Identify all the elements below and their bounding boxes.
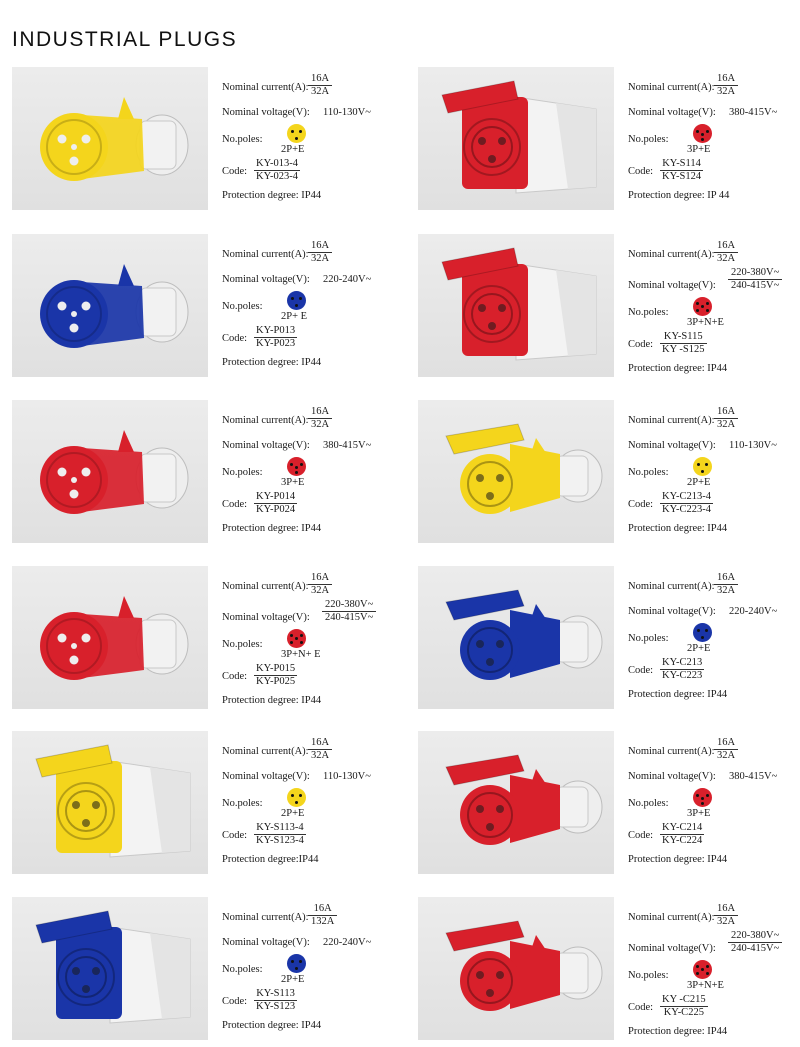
voltage-value: 220-240V~ bbox=[323, 937, 372, 948]
code-16a: KY-P015 bbox=[256, 663, 296, 674]
poles-diagram-icon bbox=[287, 954, 306, 973]
poles-label: No.poles: bbox=[628, 798, 669, 809]
current-32a: 32A bbox=[717, 916, 736, 927]
current-label: Nominal current(A): bbox=[222, 746, 309, 757]
spec-block bbox=[628, 67, 800, 217]
current-32a: 32A bbox=[717, 86, 736, 97]
code-values bbox=[254, 325, 297, 350]
product-photo-plug bbox=[12, 400, 208, 543]
product-photo-connector bbox=[418, 400, 614, 543]
protection-degree: Protection degree: IP44 bbox=[222, 357, 322, 368]
current-32a: 32A bbox=[717, 585, 736, 596]
poles-value: 2P+E bbox=[281, 144, 305, 155]
current-label: Nominal current(A): bbox=[628, 249, 715, 260]
product-card bbox=[418, 731, 800, 881]
product-photo-plug bbox=[12, 234, 208, 377]
code-16a: KY-S113-4 bbox=[254, 822, 306, 835]
product-card bbox=[12, 897, 402, 1047]
voltage-label: Nominal voltage(V): bbox=[628, 440, 716, 451]
code-16a: KY-C213-4 bbox=[662, 491, 711, 502]
code-label: Code: bbox=[628, 665, 654, 676]
poles-diagram-icon bbox=[287, 124, 306, 143]
spec-block bbox=[222, 897, 402, 1047]
protection-degree: Protection degree:IP44 bbox=[222, 854, 319, 865]
product-photo-wall bbox=[418, 234, 614, 377]
product-card bbox=[12, 67, 402, 217]
code-values bbox=[660, 994, 708, 1019]
voltage-label: Nominal voltage(V): bbox=[628, 943, 716, 954]
product-photo-connector bbox=[418, 566, 614, 709]
code-16a: KY-S115 bbox=[660, 331, 707, 344]
poles-value: 3P+N+E bbox=[687, 980, 724, 991]
poles-value: 3P+N+E bbox=[687, 317, 724, 328]
code-values bbox=[254, 158, 300, 183]
current-values bbox=[308, 406, 332, 431]
current-16a: 16A bbox=[714, 903, 738, 916]
current-values bbox=[308, 737, 332, 762]
code-label: Code: bbox=[628, 499, 654, 510]
product-photo-wall bbox=[418, 67, 614, 210]
protection-degree: Protection degree: IP44 bbox=[222, 1020, 322, 1031]
poles-label: No.poles: bbox=[222, 639, 263, 650]
voltage-label: Nominal voltage(V): bbox=[628, 606, 716, 617]
current-32a: 32A bbox=[717, 419, 736, 430]
voltage-2: 240-415V~ bbox=[731, 943, 780, 954]
code-32a: KY-P025 bbox=[256, 676, 296, 687]
current-values bbox=[714, 406, 738, 431]
poles-label: No.poles: bbox=[222, 301, 263, 312]
voltage-label: Nominal voltage(V): bbox=[222, 107, 310, 118]
current-label: Nominal current(A): bbox=[628, 746, 715, 757]
current-values bbox=[714, 903, 738, 928]
code-32a: KY-S123 bbox=[256, 1001, 296, 1012]
current-values bbox=[308, 73, 332, 98]
product-photo-wall bbox=[12, 897, 208, 1040]
plug-illustration bbox=[12, 400, 208, 543]
poles-value: 2P+E bbox=[281, 808, 305, 819]
voltage-label: Nominal voltage(V): bbox=[628, 107, 716, 118]
voltage-label: Nominal voltage(V): bbox=[222, 440, 310, 451]
code-values bbox=[660, 657, 704, 682]
wall-illustration bbox=[418, 234, 614, 377]
product-card bbox=[418, 67, 800, 217]
current-label: Nominal current(A): bbox=[628, 415, 715, 426]
product-card bbox=[418, 234, 800, 384]
voltage-values bbox=[728, 930, 782, 955]
protection-degree: Protection degree: IP 44 bbox=[628, 190, 730, 201]
poles-value: 2P+E bbox=[281, 974, 305, 985]
poles-label: No.poles: bbox=[628, 307, 669, 318]
spec-block bbox=[222, 67, 402, 217]
protection-degree: Protection degree: IP44 bbox=[628, 523, 728, 534]
plug-illustration bbox=[12, 566, 208, 709]
current-16a: 16A bbox=[714, 240, 738, 253]
voltage-label: Nominal voltage(V): bbox=[222, 274, 310, 285]
current-values bbox=[714, 73, 738, 98]
voltage-value: 110-130V~ bbox=[323, 107, 371, 118]
poles-diagram-icon bbox=[693, 124, 712, 143]
poles-label: No.poles: bbox=[628, 633, 669, 644]
product-card bbox=[12, 566, 402, 716]
poles-label: No.poles: bbox=[222, 964, 263, 975]
poles-value: 3P+E bbox=[281, 477, 305, 488]
poles-label: No.poles: bbox=[222, 134, 263, 145]
current-16a: 16A bbox=[308, 73, 332, 86]
product-card bbox=[12, 731, 402, 881]
spec-block bbox=[628, 234, 800, 384]
code-values bbox=[254, 663, 297, 688]
current-values bbox=[308, 903, 337, 928]
protection-degree: Protection degree: IP44 bbox=[628, 689, 728, 700]
code-16a: KY-S113 bbox=[254, 988, 297, 1001]
current-32a: 32A bbox=[717, 253, 736, 264]
current-16a: 16A bbox=[714, 572, 738, 585]
code-values bbox=[660, 158, 703, 183]
current-16a: 16A bbox=[308, 406, 332, 419]
code-16a: KY-C214 bbox=[662, 822, 703, 833]
current-16a: 16A bbox=[714, 73, 738, 86]
code-label: Code: bbox=[628, 830, 654, 841]
voltage-1: 220-380V~ bbox=[728, 930, 782, 943]
code-32a: KY-P024 bbox=[256, 504, 296, 515]
protection-degree: Protection degree: IP44 bbox=[628, 363, 728, 374]
voltage-label: Nominal voltage(V): bbox=[222, 612, 310, 623]
product-card bbox=[12, 400, 402, 550]
current-16a: 16A bbox=[714, 737, 738, 750]
poles-value: 3P+E bbox=[687, 808, 711, 819]
product-card bbox=[12, 234, 402, 384]
product-card bbox=[418, 400, 800, 550]
current-32a: 32A bbox=[311, 86, 330, 97]
code-label: Code: bbox=[222, 671, 248, 682]
poles-diagram-icon bbox=[693, 623, 712, 642]
code-32a: KY -S125 bbox=[662, 344, 705, 355]
code-16a: KY -C215 bbox=[662, 994, 706, 1005]
voltage-value: 380-415V~ bbox=[729, 771, 778, 782]
code-16a: KY-013-4 bbox=[256, 158, 298, 169]
current-32a: 32A bbox=[311, 750, 330, 761]
voltage-value: 380-415V~ bbox=[323, 440, 372, 451]
voltage-value: 220-240V~ bbox=[729, 606, 778, 617]
current-values bbox=[714, 572, 738, 597]
product-photo-plug bbox=[12, 67, 208, 210]
current-32a: 32A bbox=[717, 750, 736, 761]
connector-illustration bbox=[418, 897, 614, 1040]
poles-value: 2P+ E bbox=[281, 311, 308, 322]
current-label: Nominal current(A): bbox=[222, 415, 309, 426]
spec-block bbox=[628, 400, 800, 550]
code-32a: KY-S123-4 bbox=[256, 835, 304, 846]
code-16a: KY-C213 bbox=[662, 657, 703, 668]
connector-illustration bbox=[418, 731, 614, 874]
product-photo-plug bbox=[12, 566, 208, 709]
current-16a: 16A bbox=[308, 572, 332, 585]
poles-value: 2P+E bbox=[687, 643, 711, 654]
voltage-values bbox=[322, 599, 376, 624]
voltage-1: 220-380V~ bbox=[322, 599, 376, 612]
code-label: Code: bbox=[222, 499, 248, 510]
code-label: Code: bbox=[628, 1002, 654, 1013]
spec-block bbox=[222, 566, 402, 716]
protection-degree: Protection degree: IP44 bbox=[628, 854, 728, 865]
protection-degree: Protection degree: IP44 bbox=[222, 190, 322, 201]
code-32a: KY-C223-4 bbox=[662, 504, 711, 515]
poles-diagram-icon bbox=[693, 297, 712, 316]
poles-label: No.poles: bbox=[628, 970, 669, 981]
poles-diagram-icon bbox=[693, 960, 712, 979]
poles-label: No.poles: bbox=[628, 134, 669, 145]
current-values bbox=[308, 240, 332, 265]
code-label: Code: bbox=[222, 166, 248, 177]
voltage-1: 220-380V~ bbox=[728, 267, 782, 280]
code-32a: KY-C223 bbox=[662, 670, 703, 681]
poles-label: No.poles: bbox=[222, 798, 263, 809]
voltage-2: 240-415V~ bbox=[325, 612, 374, 623]
current-32a: 32A bbox=[311, 585, 330, 596]
spec-block bbox=[628, 566, 800, 716]
product-card bbox=[418, 897, 800, 1047]
code-values bbox=[254, 491, 297, 516]
code-32a: KY-023-4 bbox=[256, 171, 298, 182]
code-values bbox=[254, 988, 297, 1013]
plug-illustration bbox=[12, 67, 208, 210]
current-label: Nominal current(A): bbox=[222, 912, 309, 923]
current-label: Nominal current(A): bbox=[222, 249, 309, 260]
current-values bbox=[714, 240, 738, 265]
spec-block bbox=[628, 897, 800, 1047]
connector-illustration bbox=[418, 566, 614, 709]
code-values bbox=[254, 822, 306, 847]
current-label: Nominal current(A): bbox=[222, 581, 309, 592]
protection-degree: Protection degree: IP44 bbox=[628, 1026, 728, 1037]
poles-diagram-icon bbox=[287, 629, 306, 648]
voltage-label: Nominal voltage(V): bbox=[628, 771, 716, 782]
wall-illustration bbox=[418, 67, 614, 210]
voltage-label: Nominal voltage(V): bbox=[222, 771, 310, 782]
poles-label: No.poles: bbox=[628, 467, 669, 478]
voltage-label: Nominal voltage(V): bbox=[222, 937, 310, 948]
voltage-value: 380-415V~ bbox=[729, 107, 778, 118]
code-32a: KY-P023 bbox=[256, 338, 296, 349]
voltage-value: 110-130V~ bbox=[729, 440, 777, 451]
current-32a: 132A bbox=[311, 916, 335, 927]
current-32a: 32A bbox=[311, 419, 330, 430]
voltage-value: 220-240V~ bbox=[323, 274, 372, 285]
voltage-values bbox=[728, 267, 782, 292]
current-label: Nominal current(A): bbox=[222, 82, 309, 93]
current-16a: 16A bbox=[308, 903, 337, 916]
current-32a: 32A bbox=[311, 253, 330, 264]
code-16a: KY-P014 bbox=[256, 491, 296, 502]
code-label: Code: bbox=[222, 830, 248, 841]
product-photo-wall bbox=[12, 731, 208, 874]
current-16a: 16A bbox=[308, 737, 332, 750]
wall-illustration bbox=[12, 731, 208, 874]
current-label: Nominal current(A): bbox=[628, 912, 715, 923]
poles-value: 3P+N+ E bbox=[281, 649, 321, 660]
product-photo-connector bbox=[418, 731, 614, 874]
voltage-label: Nominal voltage(V): bbox=[628, 280, 716, 291]
code-values bbox=[660, 491, 713, 516]
voltage-2: 240-415V~ bbox=[731, 280, 780, 291]
current-16a: 16A bbox=[714, 406, 738, 419]
current-values bbox=[308, 572, 332, 597]
code-label: Code: bbox=[222, 996, 248, 1007]
spec-block bbox=[222, 731, 402, 881]
plug-illustration bbox=[12, 234, 208, 377]
poles-diagram-icon bbox=[693, 457, 712, 476]
poles-diagram-icon bbox=[287, 457, 306, 476]
code-32a: KY-S124 bbox=[662, 171, 702, 182]
spec-block bbox=[222, 400, 402, 550]
code-label: Code: bbox=[222, 333, 248, 344]
spec-block bbox=[222, 234, 402, 384]
product-photo-connector bbox=[418, 897, 614, 1040]
code-label: Code: bbox=[628, 339, 654, 350]
page-title: INDUSTRIAL PLUGS bbox=[12, 28, 238, 51]
protection-degree: Protection degree: IP44 bbox=[222, 523, 322, 534]
current-16a: 16A bbox=[308, 240, 332, 253]
code-values bbox=[660, 331, 707, 356]
code-label: Code: bbox=[628, 166, 654, 177]
code-16a: KY-S114 bbox=[660, 158, 703, 171]
current-label: Nominal current(A): bbox=[628, 581, 715, 592]
current-values bbox=[714, 737, 738, 762]
product-card bbox=[418, 566, 800, 716]
wall-illustration bbox=[12, 897, 208, 1040]
spec-block bbox=[628, 731, 800, 881]
protection-degree: Protection degree: IP44 bbox=[222, 695, 322, 706]
code-32a: KY-C225 bbox=[663, 1007, 704, 1018]
voltage-value: 110-130V~ bbox=[323, 771, 371, 782]
code-16a: KY-P013 bbox=[256, 325, 296, 336]
poles-value: 3P+E bbox=[687, 144, 711, 155]
poles-value: 2P+E bbox=[687, 477, 711, 488]
poles-label: No.poles: bbox=[222, 467, 263, 478]
poles-diagram-icon bbox=[693, 788, 712, 807]
code-32a: KY-C224 bbox=[662, 835, 703, 846]
poles-diagram-icon bbox=[287, 291, 306, 310]
code-values bbox=[660, 822, 704, 847]
current-label: Nominal current(A): bbox=[628, 82, 715, 93]
connector-illustration bbox=[418, 400, 614, 543]
poles-diagram-icon bbox=[287, 788, 306, 807]
